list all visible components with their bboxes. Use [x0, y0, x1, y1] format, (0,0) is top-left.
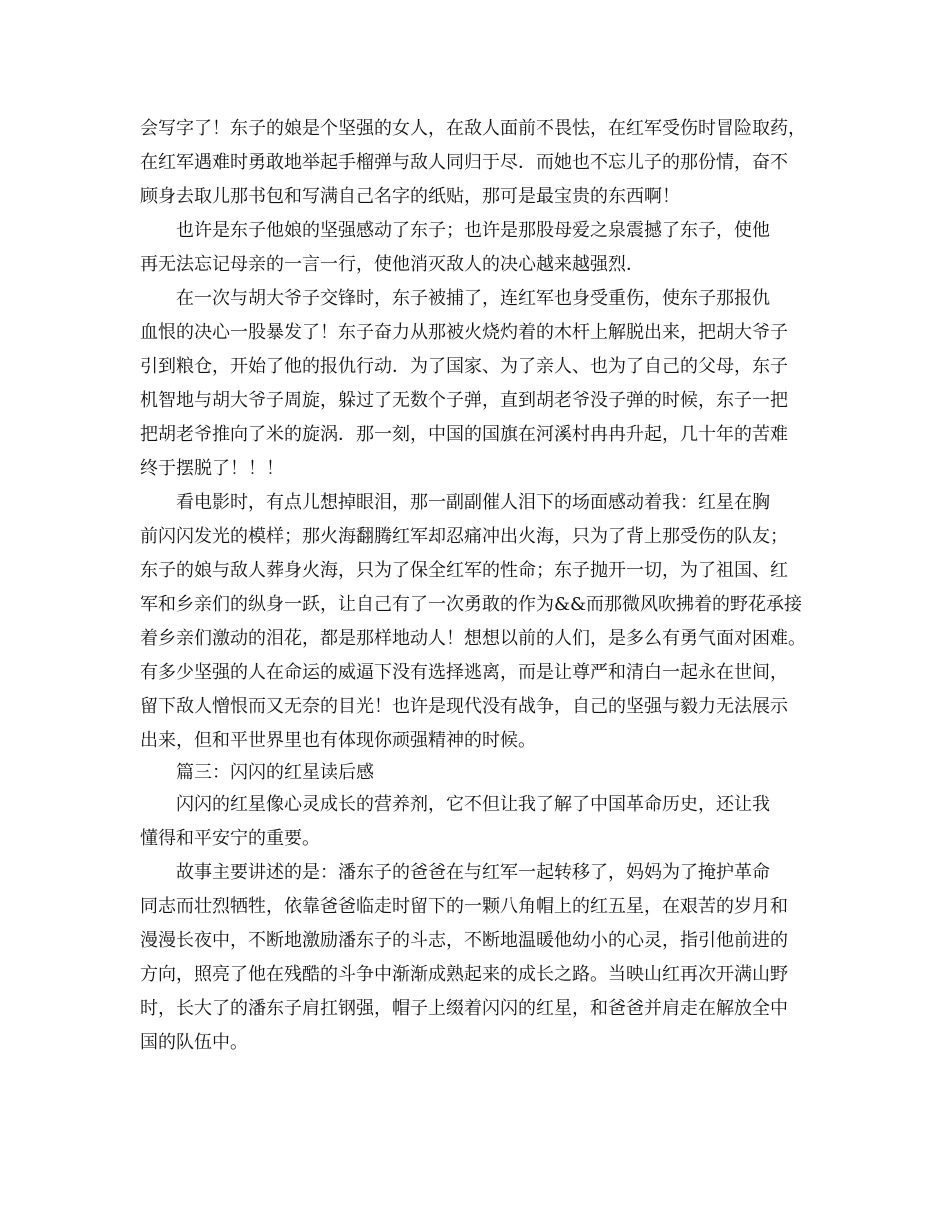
text-line: 漫漫长夜中，不断地激励潘东子的斗志，不断地温暖他幼小的心灵，指引他前进的: [140, 930, 788, 951]
body-text: [140, 112, 820, 1060]
text-line: 出来，但和平世界里也有体现你顽强精神的时候。: [140, 730, 536, 751]
text-line: 在红军遇难时勇敢地举起手榴弹与敌人同归于尽．而她也不忘儿子的那份情，奋不: [140, 152, 788, 173]
text-line: 留下敌人憎恨而又无奈的目光！也许是现代没有战争，自己的坚强与毅力无法展示: [140, 696, 788, 717]
text-line: 再无法忘记母亲的一言一行，使他消灭敌人的决心越来越强烈．: [140, 254, 644, 275]
text-line: 也许是东子他娘的坚强感动了东子；也许是那股母爱之泉震撼了东子，使他: [176, 220, 770, 241]
text-line: 在一次与胡大爷子交锋时，东子被捕了，连红军也身受重伤，使东子那报仇: [176, 288, 770, 309]
text-line: 把胡老爷推向了米的旋涡．那一刻，中国的国旗在河溪村冉冉升起，几十年的苦难: [140, 424, 788, 445]
text-line: 会写字了！东子的娘是个坚强的女人，在敌人面前不畏怯，在红军受伤时冒险取药，: [140, 118, 806, 139]
text-line: 着乡亲们激动的泪花，都是那样地动人！想想以前的人们，是多么有勇气面对困难。: [140, 628, 806, 649]
text-line: 血恨的决心一股暴发了！东子奋力从那被火烧灼着的木杆上解脱出来，把胡大爷子: [140, 322, 788, 343]
text-line: 时，长大了的潘东子肩扛钢强，帽子上缀着闪闪的红星，和爸爸并肩走在解放全中: [140, 998, 788, 1019]
text-line: 闪闪的红星像心灵成长的营养剂，它不但让我了解了中国革命历史，还让我: [176, 794, 770, 815]
text-line: 前闪闪发光的模样；那火海翻腾红军却忍痛冲出火海，只为了背上那受伤的队友；: [140, 526, 788, 547]
text-line: 有多少坚强的人在命运的威逼下没有选择逃离，而是让尊严和清白一起永在世间，: [140, 662, 788, 683]
text-line: 看电影时，有点儿想掉眼泪，那一副副催人泪下的场面感动着我：红星在胸: [176, 492, 770, 513]
text-line: 国的队伍中。: [140, 1032, 248, 1053]
text-line: 引到粮仓，开始了他的报仇行动．为了国家、为了亲人、也为了自己的父母，东子: [140, 356, 788, 377]
text-line: 故事主要讲述的是：潘东子的爸爸在与红军一起转移了，妈妈为了掩护革命: [176, 862, 770, 883]
text-line: 同志而壮烈牺牲，依靠爸爸临走时留下的一颗八角帽上的红五星，在艰苦的岁月和: [140, 896, 788, 917]
text-line: 军和乡亲们的纵身一跃，让自己有了一次勇敢的作为&&而那微风吹拂着的野花承接: [140, 594, 803, 615]
text-line: 懂得和平安宁的重要。: [140, 828, 320, 849]
text-line: 顾身去取儿那书包和写满自己名字的纸贴，那可是最宝贵的东西啊！: [140, 186, 680, 207]
text-line: 终于摆脱了！！！: [140, 458, 284, 479]
text-line: 方向，照亮了他在残酷的斗争中渐渐成熟起来的成长之路。当映山红再次开满山野: [140, 964, 788, 985]
text-line: 机智地与胡大爷子周旋，躲过了无数个子弹，直到胡老爷没子弹的时候，东子一把: [140, 390, 788, 411]
section-heading: 篇三：闪闪的红星读后感: [176, 762, 374, 783]
text-line: 东子的娘与敌人葬身火海，只为了保全红军的性命；东子抛开一切，为了祖国、红: [140, 560, 788, 581]
